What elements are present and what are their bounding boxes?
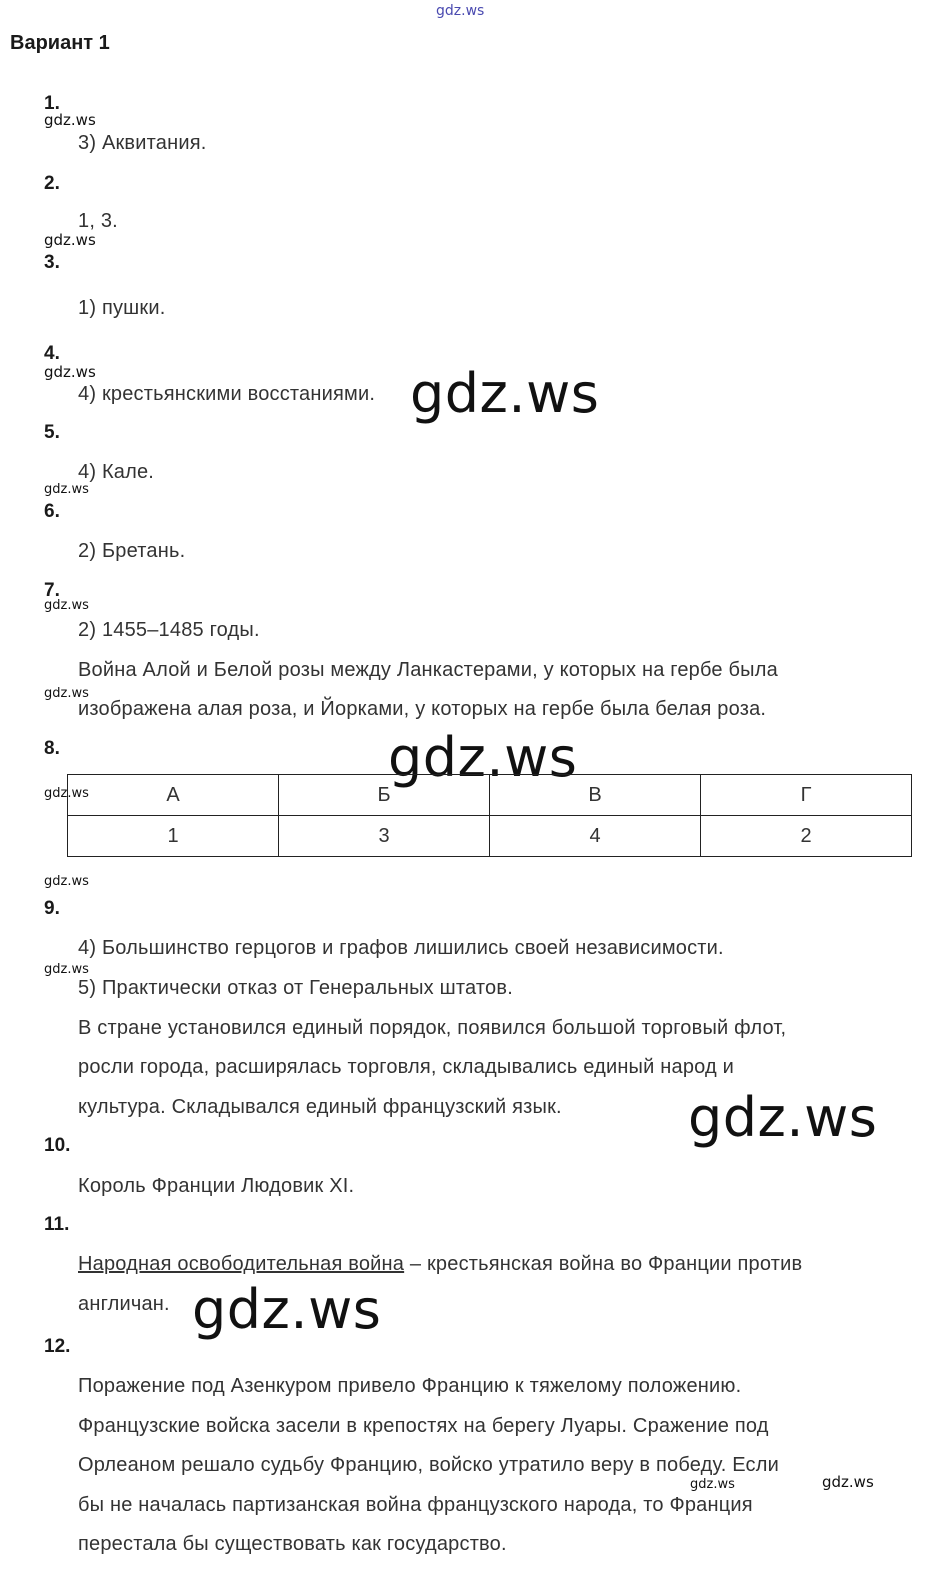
table-cell: 2 [701, 816, 912, 857]
answer-7: 2) 1455–1485 годы. [78, 619, 260, 641]
watermark: gdz.ws [822, 1473, 874, 1491]
watermark: gdz.ws [690, 1477, 735, 1492]
question-number-8: 8. [44, 738, 60, 759]
answer-12-line-4: бы не началась партизанская война французского народа, то Франция [78, 1494, 753, 1516]
question-number-6: 6. [44, 501, 60, 522]
answer-9-text-line-1: В стране установился единый порядок, появился большой торговый флот, [78, 1017, 787, 1039]
question-number-11: 11. [44, 1214, 70, 1235]
answer-12-line-5: перестала бы существовать как государство. [78, 1533, 507, 1555]
watermark: gdz.ws [44, 363, 96, 381]
watermark: gdz.ws [44, 786, 89, 801]
table-cell: Б [279, 775, 490, 816]
watermark: gdz.ws [44, 231, 96, 249]
watermark: gdz.ws [44, 482, 89, 497]
question-number-7: 7. [44, 580, 60, 601]
question-number-9: 9. [44, 898, 60, 919]
watermark-large: gdz.ws [410, 362, 600, 425]
answer-12-line-1: Поражение под Азенкуром привело Францию к тяжелому положению. [78, 1375, 742, 1397]
question-number-3: 3. [44, 252, 60, 273]
watermark-large: gdz.ws [192, 1278, 382, 1341]
watermark-large: gdz.ws [688, 1086, 878, 1149]
question-number-5: 5. [44, 422, 60, 443]
answer-9-item-2: 5) Практически отказ от Генеральных штатов. [78, 977, 513, 999]
table-cell: Г [701, 775, 912, 816]
watermark: gdz.ws [44, 686, 89, 701]
table-cell: А [68, 775, 279, 816]
answer-12-line-2: Французские войска засели в крепостях на берегу Луары. Сражение под [78, 1415, 769, 1437]
answer-6: 2) Бретань. [78, 540, 186, 562]
answer-10: Король Франции Людовик XI. [78, 1175, 355, 1197]
answer-3: 1) пушки. [78, 297, 166, 319]
answer-4: 4) крестьянскими восстаниями. [78, 383, 376, 405]
question-number-4: 4. [44, 343, 60, 364]
answer-1: 3) Аквитания. [78, 132, 207, 154]
watermark: gdz.ws [44, 111, 96, 129]
question-number-2: 2. [44, 173, 60, 194]
watermark: gdz.ws [44, 962, 89, 977]
top-watermark: gdz.ws [436, 3, 485, 19]
table-header-row [68, 775, 912, 816]
question-number-1: 1. [44, 93, 60, 114]
answer-5: 4) Кале. [78, 461, 155, 483]
answer-9-text-line-2: росли города, расширялась торговля, складывались единый народ и [78, 1056, 735, 1078]
answer-12-line-3: Орлеаном решало судьбу Францию, войско утратило веру в победу. Если [78, 1454, 779, 1476]
term-definition: – крестьянская война во Франции против [404, 1253, 803, 1275]
matching-table [67, 774, 912, 857]
table-cell: 3 [279, 816, 490, 857]
answer-9-text-line-3: культура. Складывался единый французский язык. [78, 1096, 562, 1118]
table-cell: 1 [68, 816, 279, 857]
table-cell: 4 [490, 816, 701, 857]
page-title: Вариант 1 [10, 32, 110, 54]
table-row [68, 816, 912, 857]
question-number-10: 10. [44, 1135, 71, 1156]
watermark-large: gdz.ws [388, 726, 578, 789]
answer-9-item-1: 4) Большинство герцогов и графов лишились своей независимости. [78, 937, 724, 959]
answer-7-text-line-1: Война Алой и Белой розы между Ланкастерами, у которых на гербе была [78, 659, 778, 681]
table-cell: В [490, 775, 701, 816]
watermark: gdz.ws [44, 874, 89, 889]
answer-2: 1, 3. [78, 210, 118, 232]
answer-11-line-2: англичан. [78, 1293, 170, 1315]
watermark: gdz.ws [44, 598, 89, 613]
term-underlined: Народная освободительная война [78, 1253, 405, 1275]
answer-11-line-1 [78, 1253, 802, 1276]
question-number-12: 12. [44, 1336, 71, 1357]
answer-7-text-line-2: изображена алая роза, и Йорками, у которых на гербе была белая роза. [78, 698, 767, 720]
